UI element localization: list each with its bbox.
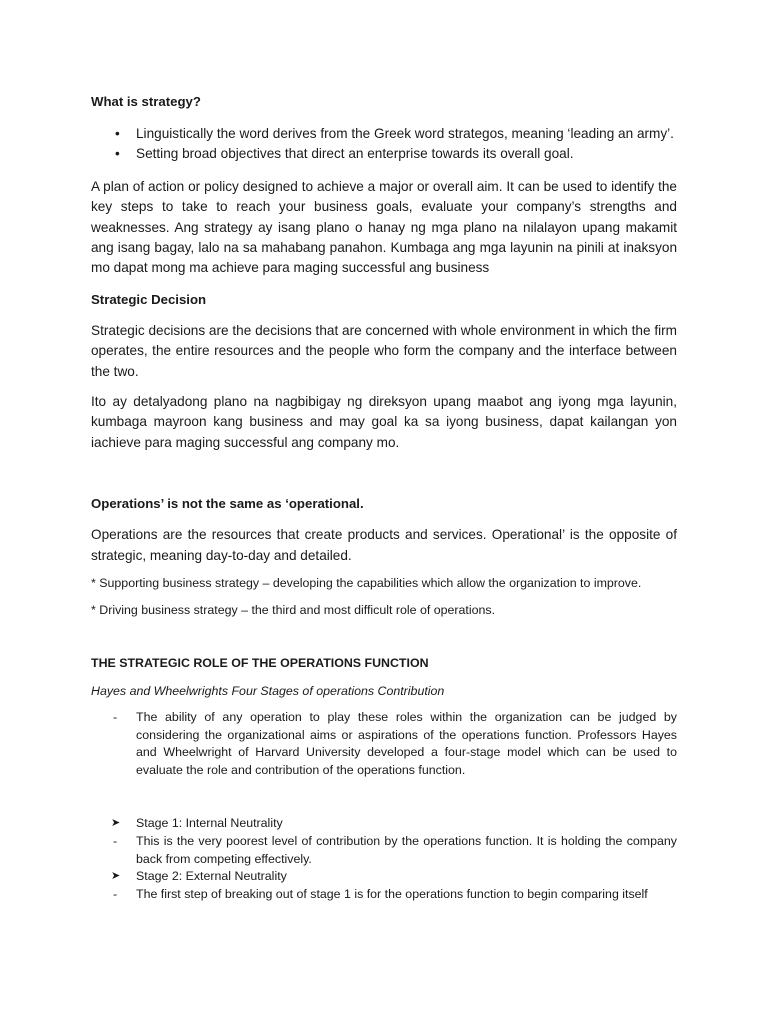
dash-marker: -: [113, 710, 118, 725]
stage-1-description-item: [91, 833, 677, 868]
subheading-hayes-wheelwright: Hayes and Wheelwrights Four Stages of operations Contribution: [91, 684, 445, 699]
heading-what-is-strategy: What is strategy?: [91, 94, 201, 109]
supporting-strategy-line: * Supporting business strategy – developing the capabilities which allow the organization to improve.: [91, 576, 642, 591]
stage-2-title: Stage 2: External Neutrality: [136, 869, 287, 884]
strategy-bullet-1: • Linguistically the word derives from the Greek word strategos, meaning ‘leading an army’.: [91, 124, 677, 144]
strategy-definition-paragraph: A plan of action or policy designed to achieve a major or overall aim. It can be used to identify the key steps to take to reach your business goals, evaluate your company’s strengths and weaknesses. Ang strategy ay isang plano o hanay ng mga plano na nilalayon upang makamit ang isang bagay, lalo na sa mahabang panahon. Kumbaga ang mga layunin na pinili at inaksyon mo dapat mong ma achieve para maging successful ang business: [91, 178, 677, 276]
strategic-decision-tagalog-paragraph: Ito ay detalyadong plano na nagbibigay ng direksyon upang maabot ang iyong mga layunin, kumbaga mayroon kang business and may goal ka sa iyong business, dapat kailangan yon iachieve para maging successful ang company mo.: [91, 394, 677, 450]
hayes-dash-item: [91, 709, 677, 779]
stage-2-item: [91, 868, 677, 886]
operations-paragraph: Operations are the resources that create products and services. Operational’ is the opposite of strategic, meaning day-to-day and detailed.: [91, 527, 677, 563]
dash-marker: -: [113, 834, 118, 849]
stage-1-description: This is the very poorest level of contribution by the operations function. It is holding the company back from competing effectively.: [136, 834, 677, 866]
strategic-decision-paragraph: Strategic decisions are the decisions that are concerned with whole environment in which the firm operates, the entire resources and the people who form the company and the interface between the two.: [91, 322, 677, 379]
stage-1-title: Stage 1: Internal Neutrality: [136, 816, 283, 831]
strategy-bullet-list: [91, 124, 677, 165]
strategy-bullet-2: • Setting broad objectives that direct an enterprise towards its overall goal.: [91, 144, 677, 164]
stage-2-description: The first step of breaking out of stage 1 is for the operations function to begin comparing itself: [136, 886, 648, 901]
heading-strategic-role: THE STRATEGIC ROLE OF THE OPERATIONS FUNCTION: [91, 656, 429, 671]
arrow-bullet-icon: ➤: [111, 817, 121, 830]
heading-strategic-decision: Strategic Decision: [91, 291, 207, 307]
heading-operations-vs-operational: Operations’ is not the same as ‘operational.: [91, 496, 364, 512]
hayes-paragraph: The ability of any operation to play these roles within the organization can be judged by considering the organizational aims or aspirations of the operations function. Professors Hayes and Wheelwright of Harvard University developed a four-stage model which can be used to evaluate the role and contribution of the operations function.: [136, 710, 677, 777]
arrow-bullet-icon: ➤: [111, 870, 121, 883]
stage-2-description-item: [91, 886, 677, 904]
stage-1-item: [91, 815, 677, 833]
driving-strategy-line: * Driving business strategy – the third and most difficult role of operations.: [91, 603, 496, 618]
dash-marker: -: [113, 886, 118, 901]
